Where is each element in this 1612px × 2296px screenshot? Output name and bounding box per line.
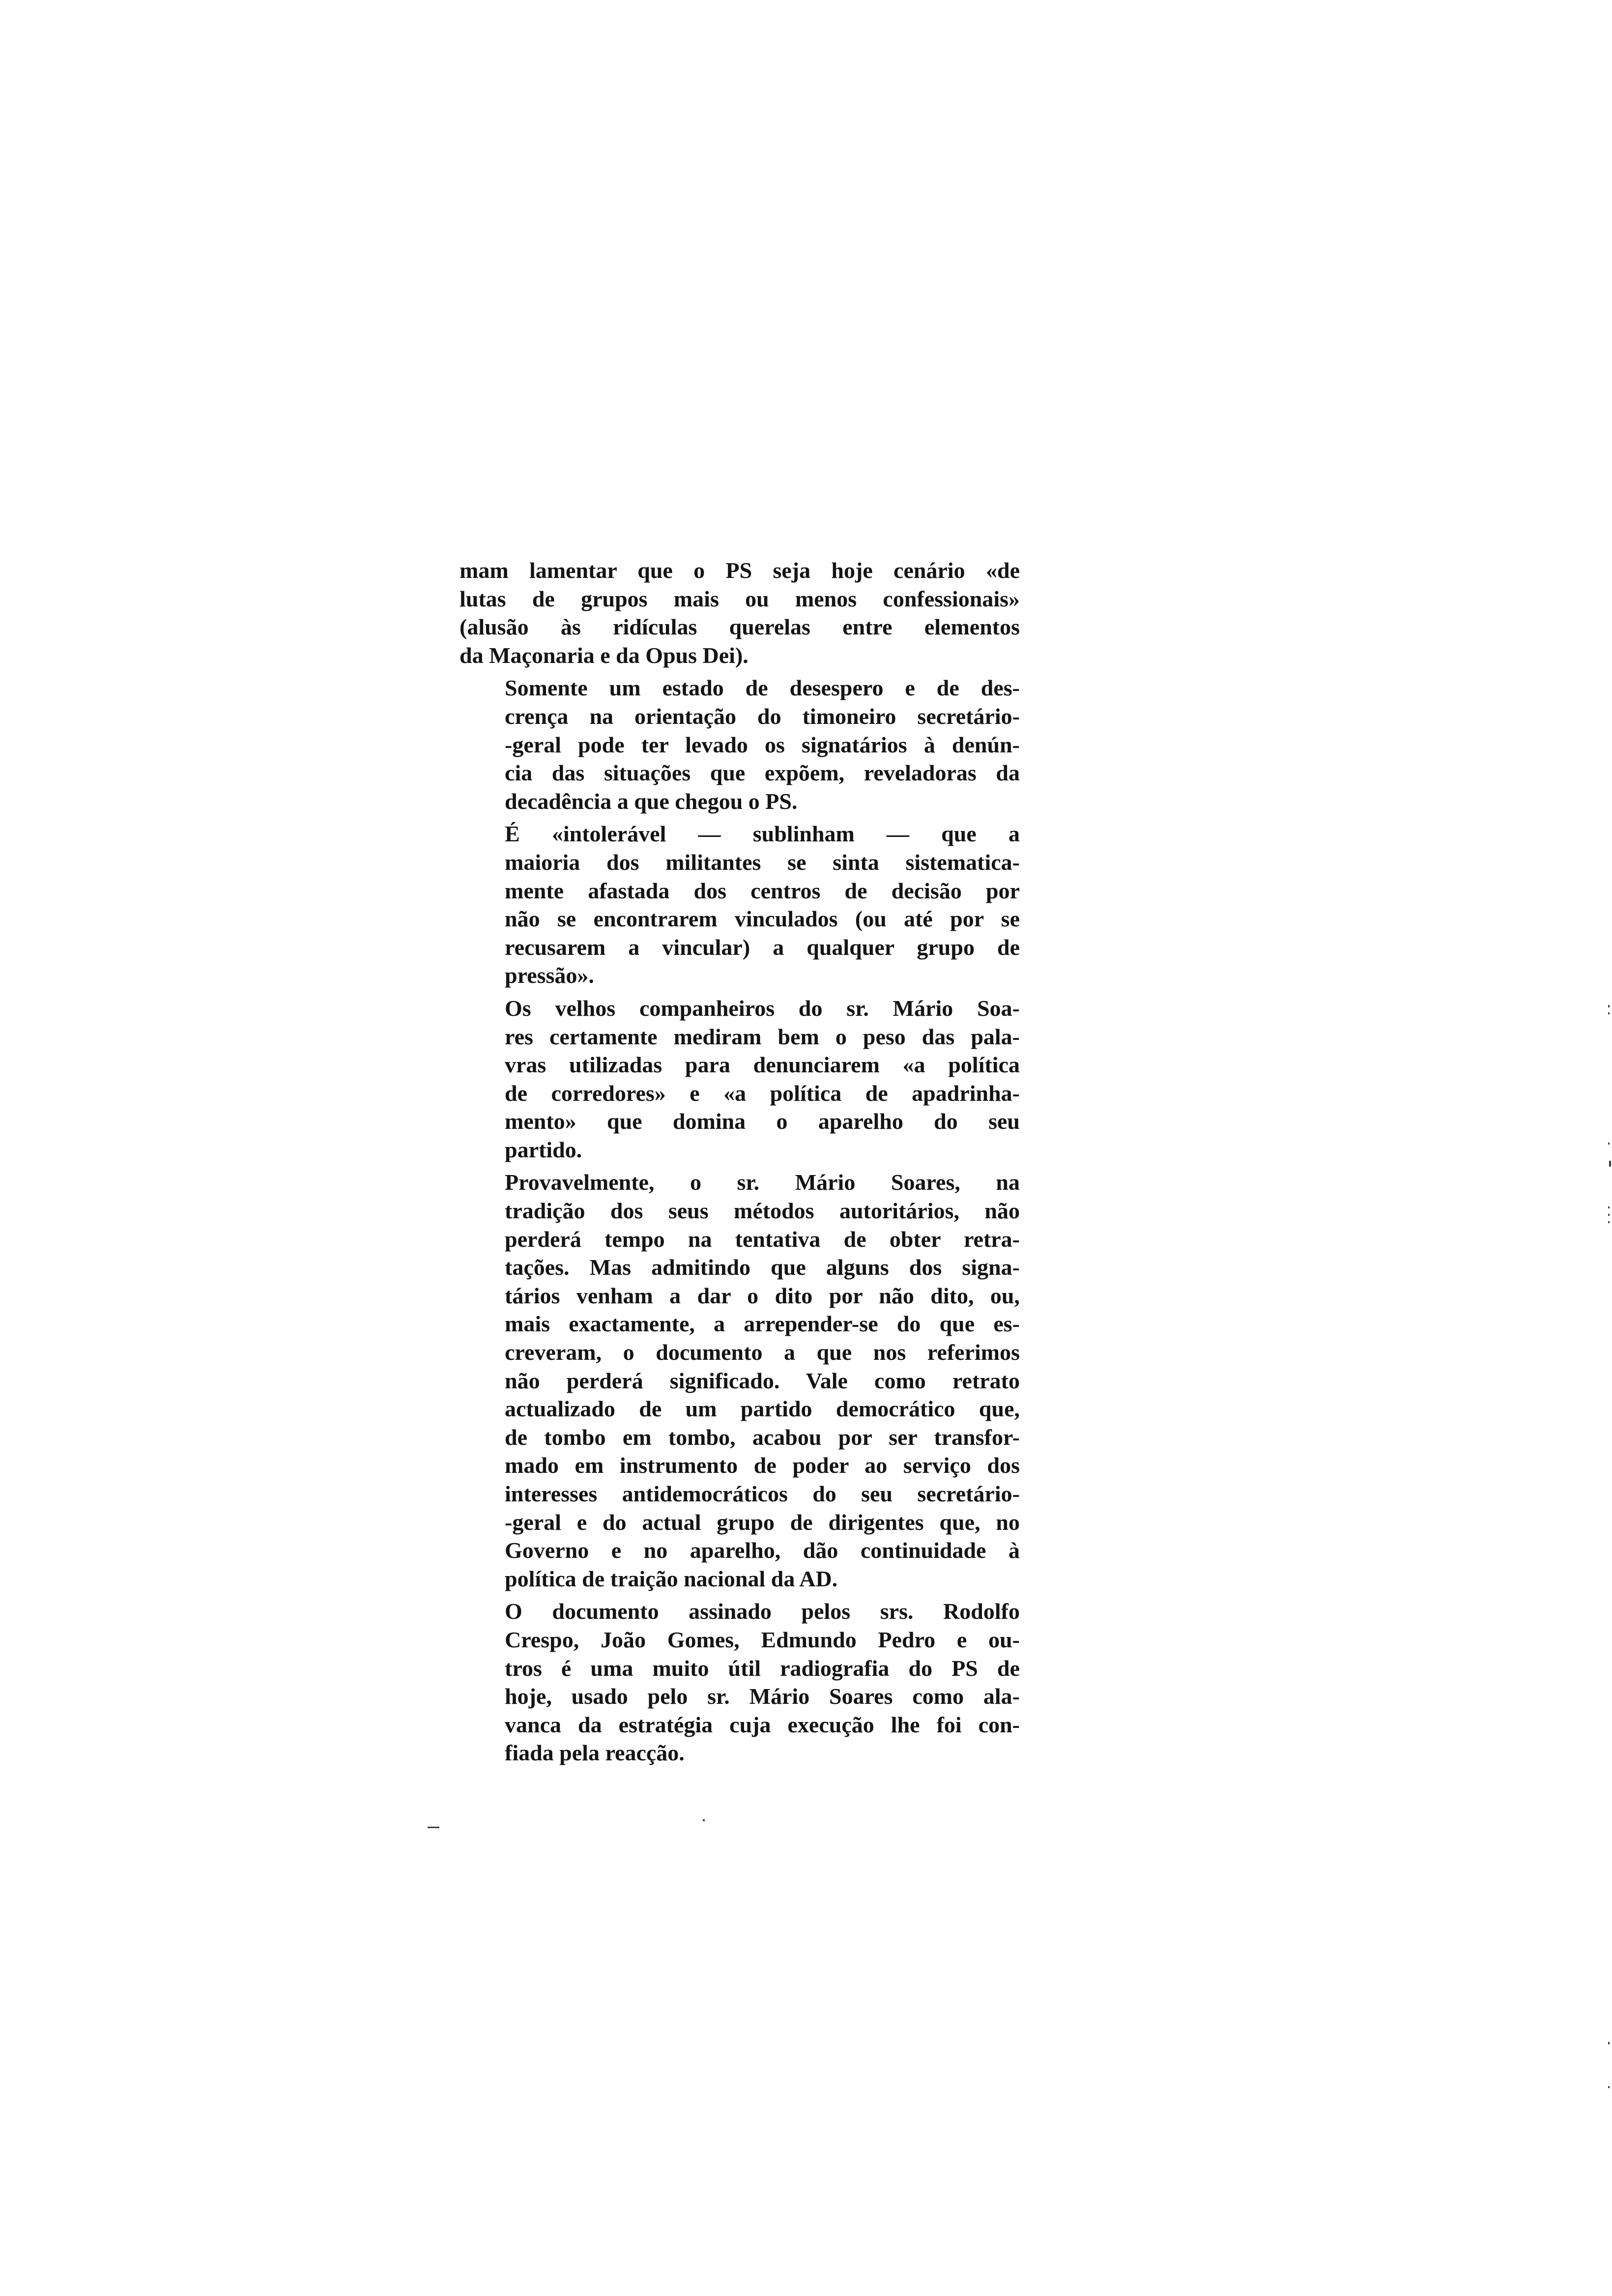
scan-speck xyxy=(1608,1214,1610,1216)
text-line: mais exactamente, a arrepender-se do que es- xyxy=(505,1311,1020,1337)
text-line: creveram, o documento a que nos referimos xyxy=(505,1340,1020,1365)
text-line: Governo e no aparelho, dão continuidade à xyxy=(505,1538,1020,1563)
text-line: tradição dos seus métodos autoritários, não xyxy=(505,1198,1020,1224)
text-line: actualizado de um partido democrático que, xyxy=(505,1396,1020,1422)
text-line: mado em instrumento de poder ao serviço dos xyxy=(505,1453,1020,1478)
text-line: partido. xyxy=(505,1137,582,1162)
text-line: mente afastada dos centros de decisão por xyxy=(505,878,1020,903)
text-line: É «intolerável — sublinham — que a xyxy=(505,821,1020,847)
text-line: interesses antidemocráticos do seu secretário- xyxy=(505,1481,1020,1506)
scan-speck xyxy=(1608,1206,1610,1208)
scan-speck xyxy=(1608,1221,1610,1223)
text-line: mento» que domina o aparelho do seu xyxy=(505,1109,1020,1134)
text-line: maioria dos militantes se sinta sistematica- xyxy=(505,849,1020,875)
text-line: tros é uma muito útil radiografia do PS de xyxy=(505,1655,1020,1681)
paragraph xyxy=(460,1168,1020,1593)
paragraph xyxy=(460,556,1020,669)
text-line: cia das situações que expõem, reveladoras da xyxy=(505,760,1020,786)
text-line: res certamente mediram bem o peso das pala- xyxy=(505,1024,1020,1049)
text-line: Crespo, João Gomes, Edmundo Pedro e ou- xyxy=(505,1627,1020,1652)
text-line: crença na orientação do timoneiro secretário- xyxy=(505,703,1020,729)
article-text-column xyxy=(460,556,1020,1772)
scan-speck xyxy=(1608,1012,1610,1014)
paragraph xyxy=(460,1597,1020,1767)
text-line: decadência a que chegou o PS. xyxy=(505,788,798,814)
scan-speck xyxy=(428,1827,439,1828)
paragraph xyxy=(460,674,1020,815)
scan-speck xyxy=(1608,1143,1610,1145)
paragraph xyxy=(460,994,1020,1164)
text-line: não perderá significado. Vale como retrato xyxy=(505,1368,1020,1393)
text-line: mam lamentar que o PS seja hoje cenário «de xyxy=(460,558,1020,583)
text-line: -geral pode ter levado os signatários à denún- xyxy=(505,732,1020,757)
text-line: política de traição nacional da AD. xyxy=(505,1566,838,1591)
text-line: -geral e do actual grupo de dirigentes que, no xyxy=(505,1509,1020,1535)
scan-speck xyxy=(1609,1161,1611,1167)
paragraph xyxy=(460,820,1020,990)
text-line: vanca da estratégia cuja execução lhe foi con- xyxy=(505,1712,1020,1737)
text-line: de corredores» e «a política de apadrinha- xyxy=(505,1080,1020,1106)
text-line: hoje, usado pelo sr. Mário Soares como ala- xyxy=(505,1684,1020,1709)
scan-speck xyxy=(1608,2042,1610,2044)
text-line: Os velhos companheiros do sr. Mário Soa- xyxy=(505,995,1020,1021)
text-line: O documento assinado pelos srs. Rodolfo xyxy=(505,1599,1020,1624)
scan-speck xyxy=(1608,1005,1610,1007)
text-line: recusarem a vincular) a qualquer grupo de xyxy=(505,934,1020,960)
text-line: pressão». xyxy=(505,963,594,988)
text-line: lutas de grupos mais ou menos confessionais» xyxy=(460,586,1020,611)
text-line: (alusão às ridículas querelas entre elementos xyxy=(460,614,1020,640)
text-line: vras utilizadas para denunciarem «a política xyxy=(505,1052,1020,1078)
text-line: fiada pela reacção. xyxy=(505,1740,685,1766)
text-line: não se encontrarem vinculados (ou até por se xyxy=(505,906,1020,932)
text-line: da Maçonaria e da Opus Dei). xyxy=(460,642,748,668)
text-line: de tombo em tombo, acabou por ser transfor- xyxy=(505,1424,1020,1450)
text-line: tações. Mas admitindo que alguns dos signa- xyxy=(505,1255,1020,1280)
text-line: tários venham a dar o dito por não dito, ou, xyxy=(505,1283,1020,1308)
text-line: Somente um estado de desespero e de des- xyxy=(505,675,1020,701)
text-line: Provavelmente, o sr. Mário Soares, na xyxy=(505,1170,1020,1195)
scan-speck xyxy=(1608,2086,1610,2088)
scan-speck xyxy=(703,1819,705,1821)
text-line: perderá tempo na tentativa de obter retra- xyxy=(505,1226,1020,1252)
